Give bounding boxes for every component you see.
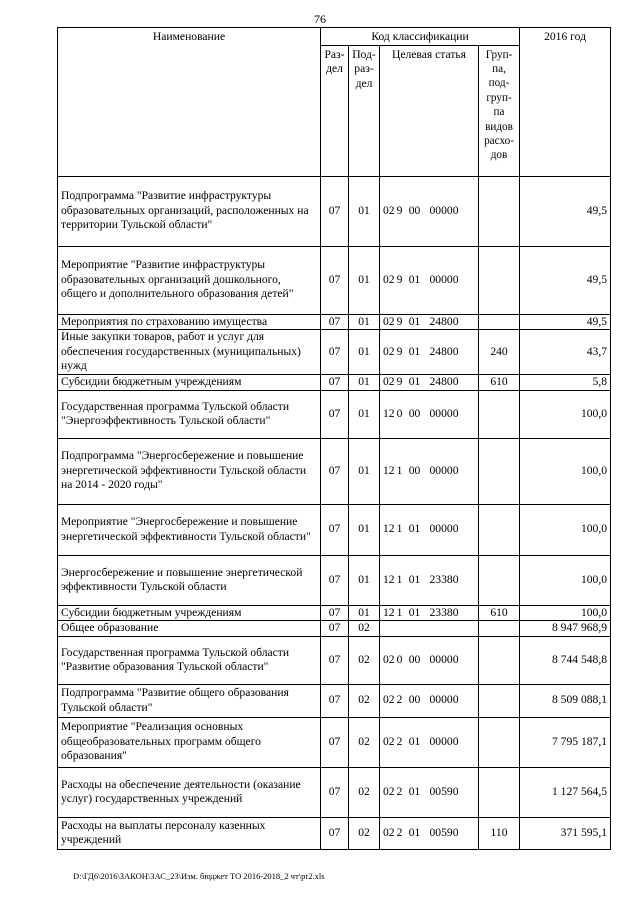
row-section: 07 — [321, 314, 349, 330]
row-name: Подпрограмма "Развитие общего образования Тульской области" — [58, 684, 321, 717]
row-amount: 100,0 — [520, 390, 611, 438]
row-section: 07 — [321, 767, 349, 817]
row-name: Мероприятие "Развитие инфраструктуры образовательных организаций дошкольного, общего и дополнительного образования детей" — [58, 246, 321, 314]
table-body — [58, 176, 611, 849]
row-amount: 8 947 968,9 — [520, 621, 611, 637]
target-article-part: 01 — [408, 314, 421, 328]
target-article-part: 01 — [408, 825, 421, 839]
row-amount: 100,0 — [520, 438, 611, 504]
table-row — [58, 717, 611, 767]
target-article-part: 0 — [396, 406, 403, 420]
row-target-article — [380, 767, 479, 817]
table-row — [58, 555, 611, 605]
target-article-part: 00000 — [429, 203, 459, 217]
target-article-part: 00 — [408, 693, 421, 707]
row-amount: 49,5 — [520, 246, 611, 314]
row-name: Субсидии бюджетным учреждениям — [58, 375, 321, 391]
target-article-part: 01 — [408, 272, 421, 286]
target-article-part: 23380 — [429, 605, 459, 619]
row-name: Энергосбережение и повышение энергетической эффективности Тульской области — [58, 555, 321, 605]
row-section: 07 — [321, 390, 349, 438]
row-expense-group — [479, 636, 520, 684]
target-article-part: 00 — [408, 203, 421, 217]
target-article-part: 1 — [396, 463, 403, 477]
row-name: Общее образование — [58, 621, 321, 637]
target-article-part: 00000 — [429, 734, 459, 748]
row-section: 07 — [321, 605, 349, 621]
target-article-part: 00000 — [429, 406, 459, 420]
target-article-part: 02 — [383, 825, 395, 839]
table-row — [58, 605, 611, 621]
target-article-part: 00000 — [429, 522, 459, 536]
table-row — [58, 621, 611, 637]
row-section: 07 — [321, 684, 349, 717]
table-row — [58, 636, 611, 684]
target-article-part: 00 — [408, 652, 421, 666]
row-amount: 8 509 088,1 — [520, 684, 611, 717]
row-subsection: 01 — [349, 246, 380, 314]
row-name: Подпрограмма "Энергосбережение и повышение энергетической эффективности Тульской области на 2014 - 2020 годы" — [58, 438, 321, 504]
row-amount: 8 744 548,8 — [520, 636, 611, 684]
budget-table — [57, 27, 611, 850]
row-section: 07 — [321, 176, 349, 246]
row-name: Субсидии бюджетным учреждениям — [58, 605, 321, 621]
row-subsection: 01 — [349, 555, 380, 605]
row-expense-group — [479, 390, 520, 438]
target-article-part: 2 — [396, 693, 403, 707]
row-subsection: 02 — [349, 817, 380, 849]
row-section: 07 — [321, 438, 349, 504]
target-article-part: 00000 — [429, 652, 459, 666]
target-article-part: 00 — [408, 406, 421, 420]
target-article-part: 23380 — [429, 572, 459, 586]
target-article-part: 0 — [396, 652, 403, 666]
row-section: 07 — [321, 330, 349, 375]
row-amount: 7 795 187,1 — [520, 717, 611, 767]
row-expense-group — [479, 176, 520, 246]
target-article-part: 2 — [396, 734, 403, 748]
row-subsection: 01 — [349, 330, 380, 375]
row-subsection: 02 — [349, 621, 380, 637]
page-number: 76 — [314, 12, 326, 26]
row-name: Государственная программа Тульской области "Развитие образования Тульской области" — [58, 636, 321, 684]
row-target-article — [380, 555, 479, 605]
row-target-article — [380, 817, 479, 849]
table-row — [58, 246, 611, 314]
row-target-article — [380, 375, 479, 391]
row-name: Иные закупки товаров, работ и услуг для обеспечения государственных (муниципальных) нужд — [58, 330, 321, 375]
row-section: 07 — [321, 717, 349, 767]
target-article-part: 00000 — [429, 693, 459, 707]
row-amount: 371 595,1 — [520, 817, 611, 849]
header-name: Наименование — [58, 28, 321, 177]
row-section: 07 — [321, 636, 349, 684]
row-section: 07 — [321, 375, 349, 391]
row-name: Мероприятие "Энергосбережение и повышение энергетической эффективности Тульской области" — [58, 504, 321, 555]
row-section: 07 — [321, 621, 349, 637]
row-section: 07 — [321, 817, 349, 849]
target-article-part: 9 — [396, 375, 403, 388]
target-article-part: 00590 — [429, 825, 459, 839]
row-section: 07 — [321, 246, 349, 314]
target-article-part: 02 — [383, 375, 395, 388]
table-row — [58, 504, 611, 555]
target-article-part: 01 — [408, 522, 421, 536]
target-article-part: 01 — [408, 784, 421, 798]
row-subsection: 01 — [349, 605, 380, 621]
target-article-part: 9 — [396, 314, 403, 328]
row-expense-group: 610 — [479, 375, 520, 391]
target-article-part: 02 — [383, 203, 395, 217]
target-article-part: 1 — [396, 605, 403, 619]
target-article-part: 00 — [408, 463, 421, 477]
row-amount: 100,0 — [520, 504, 611, 555]
target-article-part: 12 — [383, 463, 395, 477]
row-subsection: 01 — [349, 504, 380, 555]
row-target-article — [380, 246, 479, 314]
target-article-part: 02 — [383, 344, 395, 358]
row-amount: 43,7 — [520, 330, 611, 375]
row-target-article — [380, 717, 479, 767]
row-target-article — [380, 176, 479, 246]
row-target-article — [380, 438, 479, 504]
row-target-article — [380, 621, 479, 637]
target-article-part: 02 — [383, 652, 395, 666]
row-subsection: 01 — [349, 390, 380, 438]
row-target-article — [380, 684, 479, 717]
row-amount: 5,8 — [520, 375, 611, 391]
target-article-part: 01 — [408, 572, 421, 586]
target-article-part: 1 — [396, 522, 403, 536]
row-subsection: 01 — [349, 438, 380, 504]
row-amount: 100,0 — [520, 555, 611, 605]
target-article-part: 00000 — [429, 463, 459, 477]
row-name: Расходы на обеспечение деятельности (оказание услуг) государственных учреждений — [58, 767, 321, 817]
table-row — [58, 375, 611, 391]
header-target-article: Целевая статья — [380, 45, 479, 176]
row-subsection: 02 — [349, 717, 380, 767]
target-article-part: 9 — [396, 203, 403, 217]
target-article-part: 00000 — [429, 272, 459, 286]
row-expense-group: 240 — [479, 330, 520, 375]
row-target-article — [380, 605, 479, 621]
row-subsection: 02 — [349, 767, 380, 817]
table-row — [58, 438, 611, 504]
row-name: Мероприятие "Реализация основных общеобразовательных программ общего образования" — [58, 717, 321, 767]
target-article-part: 02 — [383, 693, 395, 707]
target-article-part: 01 — [408, 344, 421, 358]
target-article-part: 9 — [396, 344, 403, 358]
row-name: Государственная программа Тульской области "Энергоэффективность Тульской области" — [58, 390, 321, 438]
target-article-part: 01 — [408, 375, 421, 388]
table-row — [58, 684, 611, 717]
table-row — [58, 176, 611, 246]
header-classification: Код классификации — [321, 28, 520, 46]
target-article-part: 24800 — [429, 375, 459, 388]
target-article-part: 12 — [383, 605, 395, 619]
row-target-article — [380, 504, 479, 555]
target-article-part: 1 — [396, 572, 403, 586]
target-article-part: 12 — [383, 406, 395, 420]
target-article-part: 2 — [396, 784, 403, 798]
target-article-part: 12 — [383, 572, 395, 586]
file-path: D:\ГД6\2016\ЗАКОН\ЗАС_23\Изм. бюджет ТО 2016-2018_2 чт\pr2.xls — [73, 871, 325, 881]
row-expense-group — [479, 314, 520, 330]
row-expense-group — [479, 767, 520, 817]
target-article-part: 12 — [383, 522, 395, 536]
target-article-part: 02 — [383, 734, 395, 748]
row-expense-group: 110 — [479, 817, 520, 849]
target-article-part: 2 — [396, 825, 403, 839]
row-name: Мероприятия по страхованию имущества — [58, 314, 321, 330]
header-section: Раз- дел — [321, 45, 349, 176]
row-subsection: 01 — [349, 375, 380, 391]
row-expense-group — [479, 504, 520, 555]
row-expense-group — [479, 684, 520, 717]
target-article-part: 02 — [383, 272, 395, 286]
row-subsection: 02 — [349, 684, 380, 717]
row-target-article — [380, 314, 479, 330]
row-expense-group — [479, 246, 520, 314]
row-subsection: 02 — [349, 636, 380, 684]
row-expense-group — [479, 555, 520, 605]
row-expense-group: 610 — [479, 605, 520, 621]
row-name: Расходы на выплаты персоналу казенных учреждений — [58, 817, 321, 849]
row-amount: 49,5 — [520, 314, 611, 330]
target-article-part: 24800 — [429, 314, 459, 328]
target-article-part: 00590 — [429, 784, 459, 798]
row-subsection: 01 — [349, 314, 380, 330]
target-article-part: 9 — [396, 272, 403, 286]
header-subsection: Под- раз- дел — [349, 45, 380, 176]
target-article-part: 02 — [383, 784, 395, 798]
table-row — [58, 767, 611, 817]
row-name: Подпрограмма "Развитие инфраструктуры образовательных организаций, расположенных на территории Тульской области" — [58, 176, 321, 246]
target-article-part: 01 — [408, 605, 421, 619]
row-amount: 1 127 564,5 — [520, 767, 611, 817]
row-subsection: 01 — [349, 176, 380, 246]
table-row — [58, 314, 611, 330]
row-target-article — [380, 390, 479, 438]
row-section: 07 — [321, 555, 349, 605]
row-amount: 100,0 — [520, 605, 611, 621]
header-year: 2016 год — [520, 28, 611, 177]
table-row — [58, 330, 611, 375]
header-expense-group: Груп- па, под- груп- па видов расхо- дов — [479, 45, 520, 176]
row-section: 07 — [321, 504, 349, 555]
header-row-top — [58, 28, 611, 46]
row-target-article — [380, 636, 479, 684]
row-amount: 49,5 — [520, 176, 611, 246]
row-expense-group — [479, 621, 520, 637]
row-expense-group — [479, 717, 520, 767]
target-article-part: 24800 — [429, 344, 459, 358]
target-article-part: 02 — [383, 314, 395, 328]
table-row — [58, 390, 611, 438]
row-expense-group — [479, 438, 520, 504]
table-row — [58, 817, 611, 849]
row-target-article — [380, 330, 479, 375]
target-article-part: 01 — [408, 734, 421, 748]
